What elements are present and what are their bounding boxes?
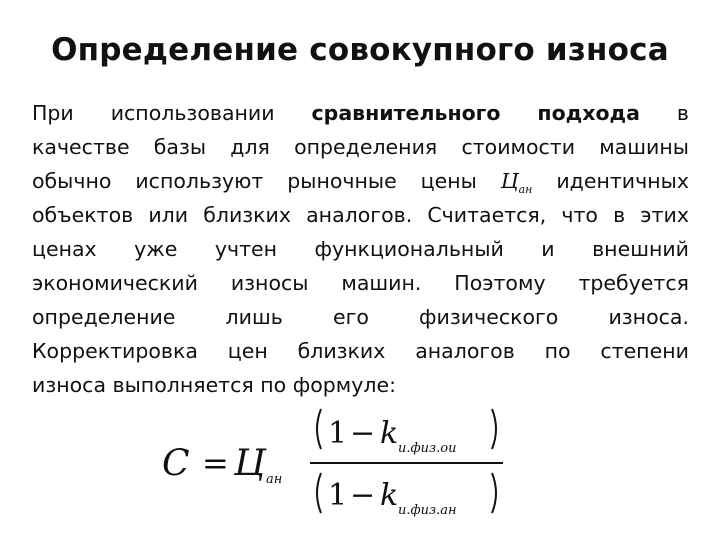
- word: уже: [134, 237, 178, 261]
- word: в: [676, 101, 689, 125]
- word: стоимости: [461, 135, 576, 159]
- paragraph-line-5: [32, 232, 689, 266]
- word: использовании: [110, 101, 275, 125]
- numerator-minus: −: [350, 416, 376, 451]
- denominator-minus: −: [350, 478, 376, 513]
- word: или: [148, 203, 189, 227]
- numerator-right-paren: [492, 409, 496, 449]
- paragraph-line-2: [32, 130, 689, 164]
- formula-equals: =: [202, 444, 229, 482]
- body-paragraph: [32, 96, 689, 402]
- word: качестве: [32, 135, 130, 159]
- paragraph-line-1: [32, 96, 689, 130]
- word: объектов: [32, 203, 134, 227]
- word: для: [230, 135, 270, 159]
- word: ценах: [32, 237, 97, 261]
- word: лишь: [225, 305, 283, 329]
- denominator-right-paren: [492, 473, 496, 513]
- word: требуется: [578, 271, 689, 295]
- word: и: [541, 237, 555, 261]
- denominator-left-paren: [317, 473, 321, 513]
- word: базы: [153, 135, 207, 159]
- word: внешний: [592, 237, 689, 261]
- price-symbol-letter: Ц: [500, 169, 519, 193]
- emphasis-word: подхода: [537, 101, 640, 125]
- paragraph-line-6: [32, 266, 689, 300]
- word: рыночные: [287, 169, 397, 193]
- word: что: [561, 203, 598, 227]
- emphasis-word: сравнительного: [311, 101, 501, 125]
- word: идентичных: [556, 169, 689, 193]
- word: близких: [297, 339, 386, 363]
- word: Считается,: [427, 203, 547, 227]
- word: Поэтому: [454, 271, 546, 295]
- formula-price-subscript: ан: [266, 472, 283, 487]
- word: его: [332, 305, 369, 329]
- word: обычно: [32, 169, 112, 193]
- word: износа.: [608, 305, 689, 329]
- numerator-one: 1: [328, 416, 348, 451]
- numerator-k: k: [380, 416, 399, 451]
- word: близких: [203, 203, 292, 227]
- formula-lhs: С: [162, 443, 190, 484]
- denominator-one: 1: [328, 478, 348, 513]
- word: Корректировка: [32, 339, 198, 363]
- formula: [158, 403, 518, 523]
- word: в: [613, 203, 626, 227]
- paragraph-line-4: [32, 198, 689, 232]
- word: машин.: [341, 271, 422, 295]
- word: машины: [599, 135, 689, 159]
- paragraph-last-line: износа выполняется по формуле:: [32, 373, 397, 397]
- word: износы: [230, 271, 309, 295]
- word: экономический: [32, 271, 198, 295]
- word: определение: [32, 305, 176, 329]
- word: степени: [600, 339, 689, 363]
- word: функциональный: [314, 237, 504, 261]
- word: цен: [227, 339, 268, 363]
- formula-graphic: [158, 403, 518, 523]
- word: используют: [135, 169, 264, 193]
- word: аналогов.: [306, 203, 413, 227]
- numerator-k-subscript: и.физ.ои: [398, 441, 457, 456]
- paragraph-line-7: [32, 300, 689, 334]
- word: определения: [294, 135, 438, 159]
- denominator-k-subscript: и.физ.ан: [398, 503, 457, 518]
- formula-price-symbol: Ц: [234, 443, 266, 484]
- paragraph-line-9: [32, 368, 689, 402]
- price-symbol-subscript: ан: [518, 183, 533, 197]
- word: При: [32, 101, 74, 125]
- word: этих: [640, 203, 689, 227]
- denominator-k: k: [380, 478, 399, 513]
- paragraph-line-3: [32, 164, 689, 198]
- word: физического: [419, 305, 559, 329]
- word: цены: [420, 169, 477, 193]
- numerator-left-paren: [317, 409, 321, 449]
- word: учтен: [214, 237, 278, 261]
- word: аналогов: [415, 339, 515, 363]
- word: по: [544, 339, 571, 363]
- paragraph-line-8: [32, 334, 689, 368]
- slide-title: Определение совокупного износа: [51, 32, 669, 68]
